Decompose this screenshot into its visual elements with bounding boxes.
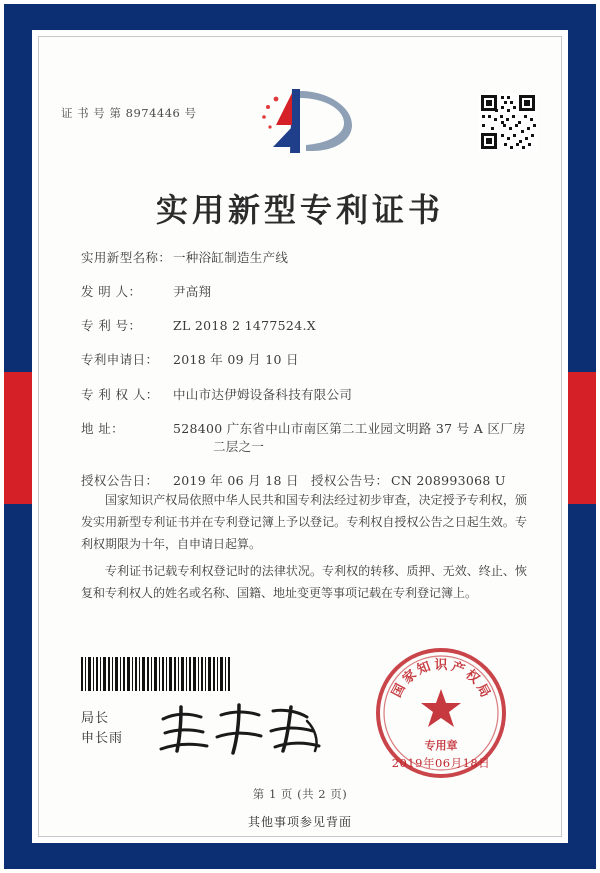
field-value: CN 208993068 U: [391, 472, 506, 488]
field-row-application-date: [81, 351, 527, 369]
qr-code-icon: [479, 93, 537, 151]
cnipa-logo-icon: [240, 85, 360, 157]
field-label: 专 利 号：: [81, 318, 142, 334]
signature-handwriting-icon: [155, 699, 335, 759]
paragraph: 国家知识产权局依照中华人民共和国专利法经过初步审查，决定授予专利权，颁发实用新型专利证书并在专利登记簿上予以登记。专利权自授权公告之日起生效。专利权期限为十年，自申请日起算。: [81, 493, 527, 552]
signature-role: 局长: [81, 711, 110, 726]
page-title: 实用新型专利证书: [155, 191, 444, 229]
field-list: [81, 249, 527, 504]
field-value: 尹高翔: [173, 284, 212, 300]
field-label: 授权公告日：: [81, 472, 159, 488]
svg-text:家: 家: [400, 667, 420, 688]
svg-text:识: 识: [434, 658, 448, 673]
barcode-icon: [81, 657, 231, 691]
field-label: 授权公告号：: [311, 472, 389, 488]
right-red-band: [566, 372, 596, 504]
svg-text:权: 权: [462, 667, 482, 688]
legal-text: [81, 489, 527, 608]
grant-date-group: [81, 472, 311, 490]
signature-block: [81, 709, 123, 749]
paragraph: 专利证书记载专利权登记时的法律状况。专利权的转移、质押、无效、终止、恢复和专利权人的姓名或名称、国籍、地址变更等事项记载在专利登记簿上。: [81, 563, 527, 600]
field-label: 发 明 人：: [81, 284, 142, 300]
field-row-inventor: [81, 283, 527, 301]
svg-text:国: 国: [389, 681, 409, 700]
left-red-band: [4, 372, 34, 504]
page-number: 第 1 页 (共 2 页): [252, 787, 348, 801]
field-value: 中山市达伊姆设备科技有限公司: [173, 386, 353, 402]
field-row-grant: [81, 472, 527, 490]
field-label: 专利申请日：: [81, 352, 159, 368]
field-label: 地 址：: [81, 420, 125, 436]
field-value: 528400 广东省中山市南区第二工业园文明路 37 号 A 区厂房: [173, 420, 526, 436]
svg-text:知: 知: [415, 659, 433, 678]
svg-text:产: 产: [449, 659, 467, 678]
field-value: 一种浴缸制造生产线: [173, 250, 289, 265]
field-value: 2019 年 06 月 18 日: [173, 472, 299, 488]
svg-text:局: 局: [473, 681, 493, 700]
certificate-body: [38, 36, 562, 837]
field-row-address: [81, 420, 527, 456]
field-row-utility-model-name: [81, 249, 527, 267]
grant-number-group: [311, 472, 527, 490]
field-row-patentee: [81, 386, 527, 404]
certificate-number: 证 书 号 第 8974446 号: [61, 106, 197, 120]
footer-note: 其他事项参见背面: [247, 815, 352, 829]
seal-date: 2019年06月18日: [391, 756, 491, 770]
signature-name: 申长雨: [81, 731, 124, 747]
field-value-continued: 二层之一: [213, 438, 265, 454]
svg-text:专用章: 专用章: [424, 739, 458, 752]
field-label: 实用新型名称：: [81, 250, 172, 265]
field-row-patent-number: [81, 317, 527, 335]
field-value-group: [173, 420, 527, 456]
field-value: 2018 年 09 月 10 日: [173, 352, 299, 368]
field-label: 专 利 权 人：: [81, 386, 159, 402]
field-value: ZL 2018 2 1477524.X: [173, 318, 316, 334]
